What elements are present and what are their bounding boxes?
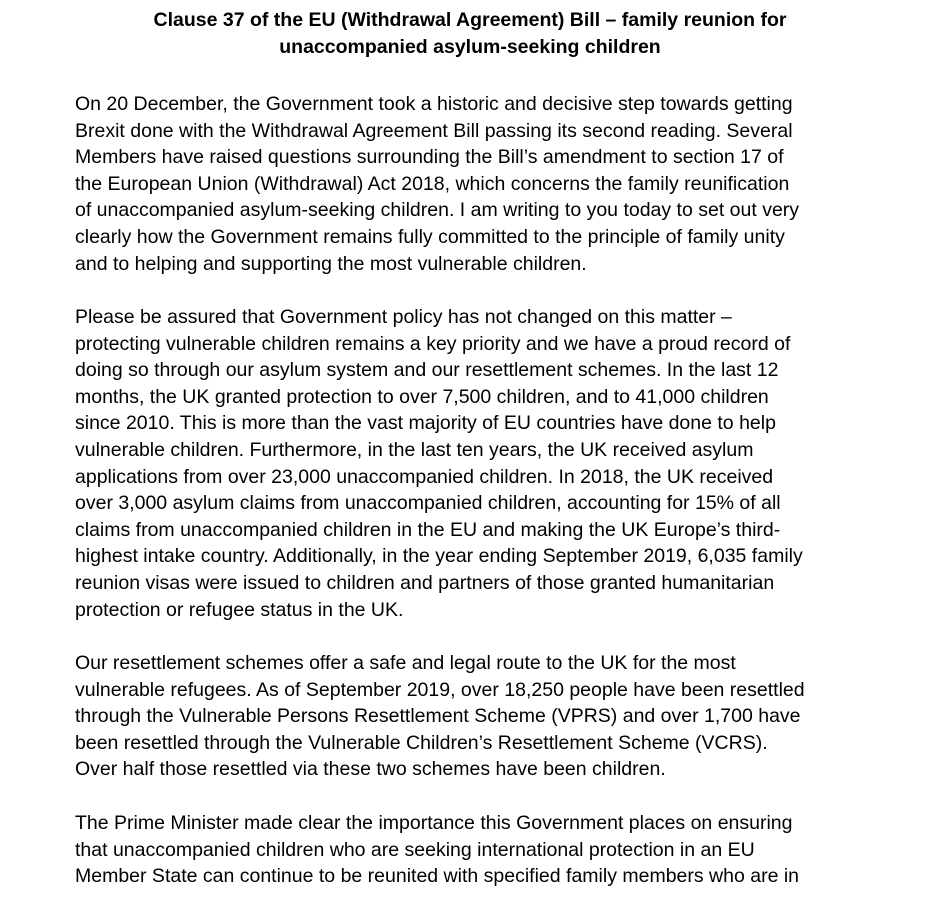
document-title [60, 7, 880, 60]
text-line: Please be assured that Government policy has not changed on this matter – [75, 306, 732, 328]
paragraph-resettlement-schemes [75, 650, 905, 783]
text-line: been resettled through the Vulnerable Children’s Resettlement Scheme (VCRS). [75, 731, 768, 754]
title-line: unaccompanied asylum-seeking children [279, 35, 661, 58]
text-line: highest intake country. Additionally, in the year ending September 2019, 6,035 family [75, 545, 803, 568]
text-line: The Prime Minister made clear the importance this Government places on ensuring [75, 812, 793, 834]
paragraph-policy-record [75, 304, 905, 623]
text-line: On 20 December, the Government took a historic and decisive step towards getting [75, 93, 793, 115]
text-line: Over half those resettled via these two schemes have been children. [75, 758, 666, 781]
text-line: vulnerable children. Furthermore, in the last ten years, the UK received asylum [75, 438, 754, 461]
text-line: claims from unaccompanied children in the EU and making the UK Europe’s third- [75, 518, 781, 541]
text-line: protecting vulnerable children remains a key priority and we have a proud record of [75, 332, 791, 355]
paragraph-family-unity [75, 91, 905, 277]
text-line: through the Vulnerable Persons Resettlement Scheme (VPRS) and over 1,700 have [75, 705, 801, 728]
text-line: Member State can continue to be reunited with specified family members who are in [75, 865, 800, 888]
title-line: Clause 37 of the EU (Withdrawal Agreement) Bill – family reunion for [153, 9, 787, 31]
text-line: the European Union (Withdrawal) Act 2018, which concerns the family reunification [75, 172, 790, 195]
text-line: months, the UK granted protection to over 7,500 children, and to 41,000 children [75, 385, 769, 408]
text-line: reunion visas were issued to children and partners of those granted humanitarian [75, 571, 775, 594]
paragraph-prime-minister [75, 810, 905, 890]
text-line: and to helping and supporting the most vulnerable children. [75, 252, 587, 275]
text-line: vulnerable refugees. As of September 2019, over 18,250 people have been resettled [75, 678, 805, 701]
text-line: of unaccompanied asylum-seeking children. I am writing to you today to set out very [75, 199, 800, 222]
text-line: that unaccompanied children who are seeking international protection in an EU [75, 838, 755, 861]
text-line: clearly how the Government remains fully committed to the principle of family unity [75, 225, 785, 248]
text-line: since 2010. This is more than the vast majority of EU countries have done to help [75, 412, 776, 435]
text-line: protection or refugee status in the UK. [75, 598, 404, 621]
text-line: Members have raised questions surrounding the Bill’s amendment to section 17 of [75, 146, 784, 169]
text-line: over 3,000 asylum claims from unaccompanied children, accounting for 15% of all [75, 492, 781, 515]
text-line: Our resettlement schemes offer a safe and legal route to the UK for the most [75, 652, 736, 674]
text-line: applications from over 23,000 unaccompanied children. In 2018, the UK received [75, 465, 774, 488]
text-line: Brexit done with the Withdrawal Agreement Bill passing its second reading. Several [75, 119, 793, 142]
text-line: doing so through our asylum system and our resettlement schemes. In the last 12 [75, 359, 779, 382]
